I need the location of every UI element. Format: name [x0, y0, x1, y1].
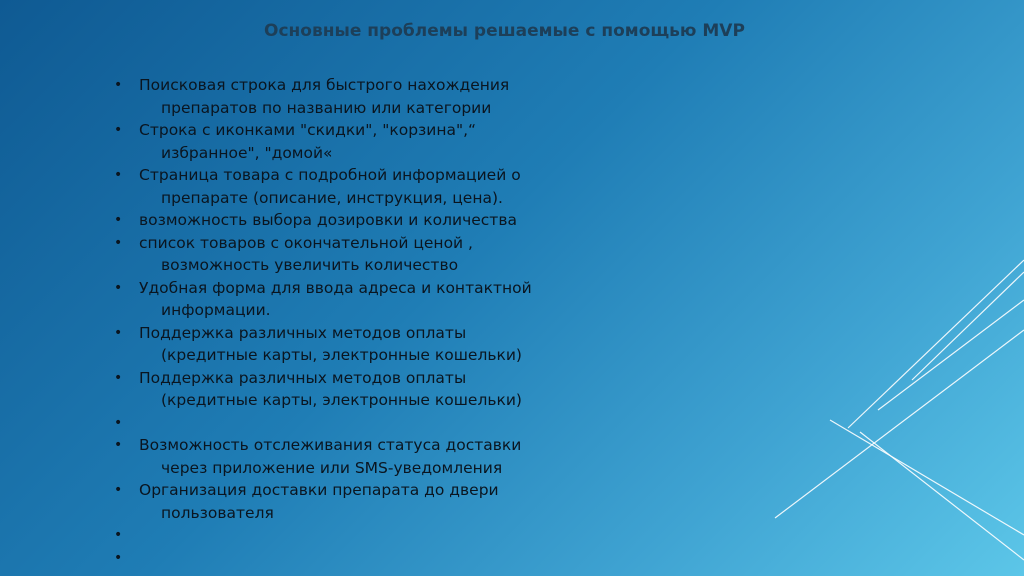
- bullet-text: возможность выбора дозировки и количества: [139, 211, 517, 229]
- bullet-text-continuation: препаратов по названию или категории: [161, 98, 492, 117]
- bullet-text: Возможность отслеживания статуса доставки: [139, 436, 522, 454]
- slide-title: Основные проблемы решаемые с помощью MVP: [264, 21, 745, 41]
- bullet-text-continuation: избранное", "домой«: [161, 143, 333, 162]
- bullet-text-continuation: (кредитные карты, электронные кошельки): [161, 346, 522, 364]
- bullet-text-continuation: через приложение или SMS-уведомления: [161, 458, 503, 477]
- bullet-text: Поддержка различных методов оплаты: [139, 368, 467, 387]
- decorative-line: [860, 432, 1024, 560]
- bullet-text: Удобная форма для ввода адреса и контактной: [139, 278, 532, 297]
- decorative-line: [912, 272, 1024, 380]
- bullet-text-continuation: препарате (описание, инструкция, цена).: [161, 188, 503, 207]
- bullet-text: Поддержка различных методов оплаты: [139, 323, 467, 342]
- decorative-line: [878, 300, 1024, 410]
- bullet-text-continuation: возможность увеличить количество: [161, 256, 459, 274]
- bullet-text-continuation: (кредитные карты, электронные кошельки): [161, 391, 522, 409]
- bullet-text: Поисковая строка для быстрого нахождения: [139, 76, 510, 94]
- bullet-text-continuation: пользователя: [161, 503, 274, 522]
- decorative-line: [848, 260, 1024, 428]
- bullet-text: список товаров с окончательной ценой ,: [139, 233, 473, 252]
- bullet-text-continuation: информации.: [161, 301, 271, 319]
- bullet-text: Строка с иконками "скидки", "корзина",“: [139, 121, 477, 139]
- decorative-line: [830, 420, 1024, 535]
- bullet-text: Страница товара с подробной информацией о: [139, 166, 521, 184]
- decorative-line: [775, 330, 1024, 518]
- bullet-text: Организация доставки препарата до двери: [139, 481, 499, 499]
